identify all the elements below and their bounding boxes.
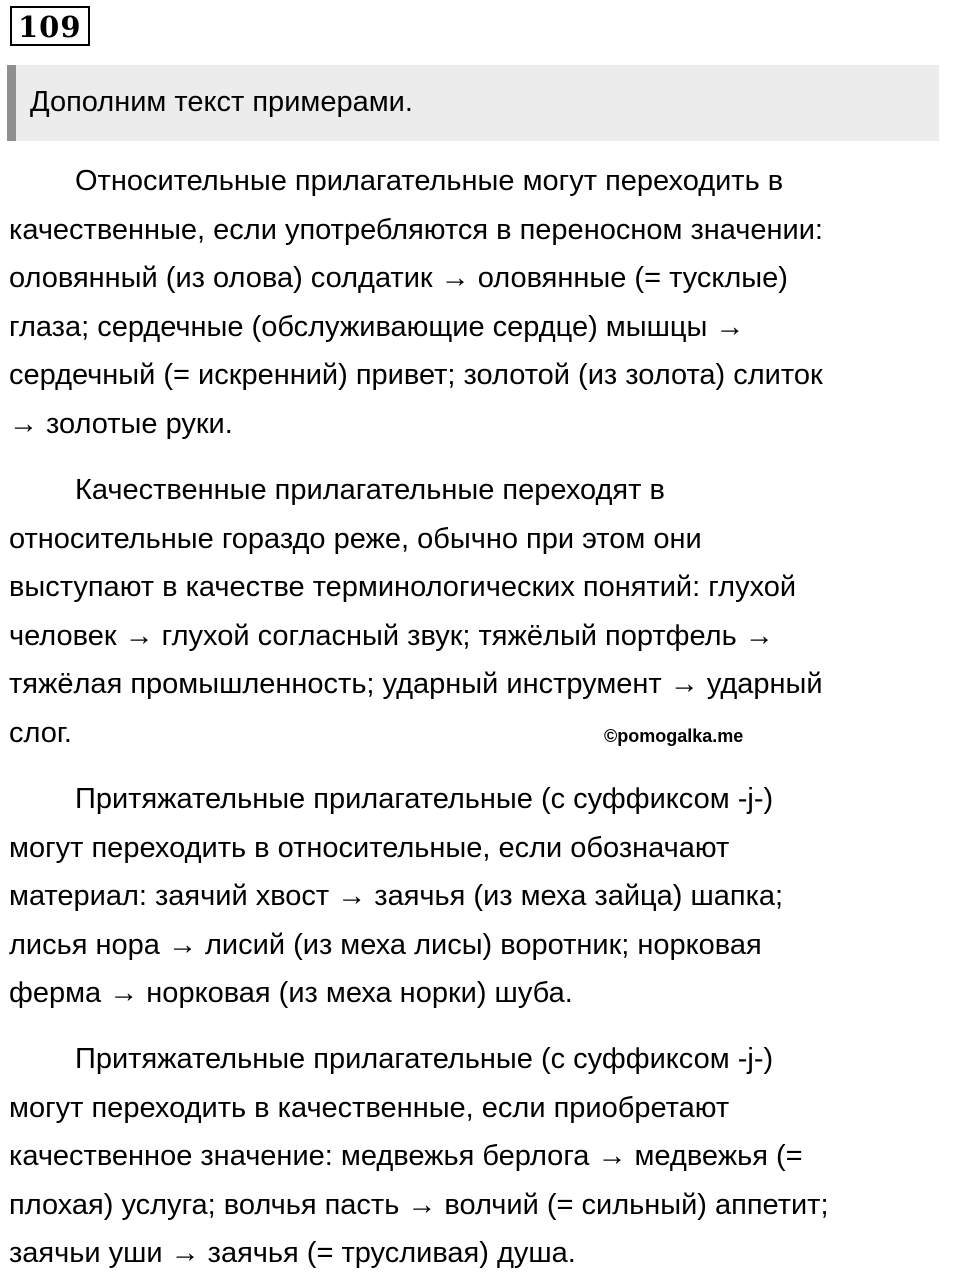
text-line: сердечный (= искренний) привет; золотой (из золота) слиток [9, 359, 823, 392]
text-line: относительные гораздо реже, обычно при этом они [9, 522, 702, 555]
text-line: качественные, если употребляются в переносном значении: [9, 213, 823, 246]
text-line: → золотые руки. [9, 407, 233, 440]
text-line: Притяжательные прилагательные (с суффиксом -j-) [75, 783, 774, 815]
paragraph-possessive-to-relative [9, 775, 954, 1018]
text-line: ферма → норковая (из меха норки) шуба. [9, 977, 573, 1010]
task-number: 109 [10, 6, 90, 46]
text-line: Притяжательные прилагательные (с суффиксом -j-) [75, 1043, 774, 1075]
text-line: качественное значение: медвежья берлога → медвежья (= [9, 1140, 803, 1173]
text-line: материал: заячий хвост → заячья (из меха зайца) шапка; [9, 880, 784, 913]
paragraph-qualitative-to-relative [9, 466, 954, 758]
text-line: тяжёлая промышленность; ударный инструмент → ударный [9, 668, 823, 701]
text-line: плохая) услуга; волчья пасть → волчий (= сильный) аппетит; [9, 1188, 829, 1221]
text-line: могут переходить в относительные, если обозначают [9, 831, 730, 864]
text-line: заячьи уши → заячья (= трусливая) душа. [9, 1237, 576, 1270]
text-line: выступают в качестве терминологических понятий: глухой [9, 571, 797, 604]
paragraph-relative-to-qualitative [9, 157, 954, 449]
watermark: ©pomogalka.me [604, 726, 744, 746]
text-line: могут переходить в качественные, если приобретают [9, 1091, 730, 1124]
task-instruction: Дополним текст примерами. [30, 86, 413, 118]
text-line: человек → глухой согласный звук; тяжёлый портфель → [9, 619, 774, 652]
paragraph-possessive-to-qualitative [9, 1035, 954, 1278]
text-line: лисья нора → лисий (из меха лисы) воротник; норковая [9, 928, 762, 961]
task-instruction-banner [7, 65, 939, 141]
text-line: слог. [9, 716, 72, 749]
text-line: глаза; сердечные (обслуживающие сердце) мышцы → [9, 310, 745, 343]
text-line: Качественные прилагательные переходят в [75, 474, 665, 506]
text-line: оловянный (из олова) солдатик → оловянные (= тусклые) [9, 262, 788, 295]
text-line: Относительные прилагательные могут переходить в [75, 165, 784, 197]
